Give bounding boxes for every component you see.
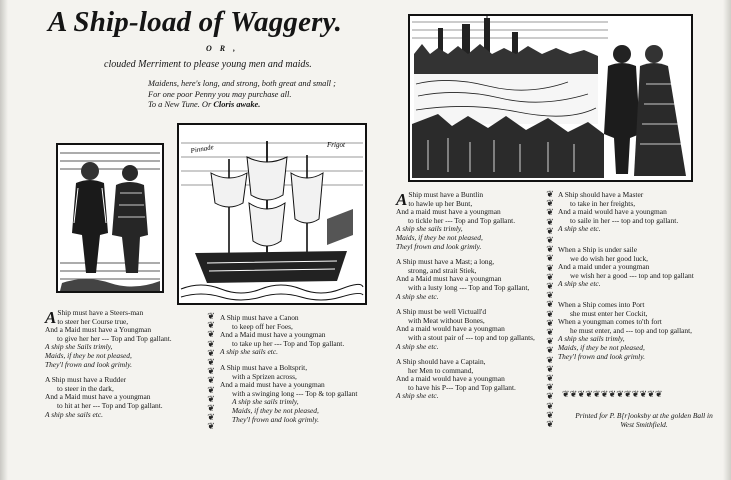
- ornament-glyph: ❦: [655, 389, 663, 399]
- ornament-glyph: ❦: [207, 393, 215, 404]
- ornament-glyph: ❦: [207, 375, 215, 386]
- ornament-glyph: ❦: [207, 357, 215, 368]
- woodcut-ship: [177, 123, 367, 305]
- ornament-glyph: ❦: [546, 253, 554, 264]
- ornament-glyph: ❦: [546, 400, 554, 411]
- ornament-glyph: ❦: [577, 389, 586, 399]
- ornament-glyph: ❦: [546, 225, 554, 236]
- verse-line: When a Ship is under saile: [558, 244, 638, 254]
- verse-stanza: [558, 191, 723, 234]
- verse-line: And a maid would have a youngman: [396, 374, 505, 384]
- verse-line: And a maid would have a youngman: [558, 207, 667, 217]
- ornament-glyph: ❦: [569, 389, 578, 399]
- ornament-glyph: ❦: [207, 384, 215, 395]
- verse-line: A Ship should have a Captain,: [396, 357, 486, 367]
- ornament-glyph: ❦: [207, 338, 215, 349]
- verse-line: And a Maid must have a Youngman: [45, 325, 152, 335]
- verse-stanza: [396, 258, 556, 301]
- verse-line: to steer in the dark,: [57, 383, 114, 393]
- verse-line: to give her her --- Top and Top gallant.: [57, 333, 172, 343]
- verse-line: with a lusty long --- Top and Top gallant,: [408, 282, 530, 292]
- woodcut-two-figures: [56, 143, 164, 293]
- ornament-glyph: ❦: [546, 198, 554, 209]
- verse-stanza: [396, 354, 556, 401]
- ornament-glyph: ❦: [608, 389, 617, 399]
- verse-stanza: [558, 301, 723, 361]
- ornament-glyph: ❦: [207, 329, 215, 340]
- printer-imprint: Printed for P. B[r]ooksby at the golden Ball in West Smithfield.: [575, 411, 713, 429]
- verse-line: And a maid would have a youngman: [396, 324, 505, 334]
- ornament-glyph: ❦: [546, 244, 554, 255]
- ornament-glyph: ❦: [546, 327, 554, 338]
- ornament-glyph: ❦: [585, 389, 593, 399]
- verse-line: to tickle her --- Top and Top gallant.: [408, 215, 516, 225]
- verse-line: he must enter, and --- top and top gallant,: [570, 325, 693, 335]
- verse-line: to hit at her --- Top and Top gallant.: [57, 400, 163, 410]
- left-page-edge: [0, 0, 8, 480]
- verse-line: When a Ship comes into Port: [558, 299, 645, 309]
- ornament-glyph: ❦: [546, 317, 554, 328]
- ornament-glyph: ❦: [546, 409, 554, 420]
- verse-line: to have his P--- Top and Top gallant.: [408, 382, 516, 392]
- ornament-glyph: ❦: [207, 366, 215, 377]
- verse-line: And a maid must have a youngman: [396, 207, 501, 217]
- title-or: O R ,: [206, 44, 239, 53]
- ship-label-pinnade: Pinnade: [189, 143, 215, 155]
- verse-line: And a maid under a youngman: [558, 262, 650, 272]
- verse-line: Ship must have a Steers-man: [57, 308, 144, 317]
- ornament-glyph: ❦: [546, 391, 554, 402]
- ornament-glyph: ❦: [546, 281, 554, 292]
- verse-stanza: [45, 376, 195, 419]
- ornament-glyph: ❦: [546, 299, 554, 310]
- verse-line: Maids, if they be not pleased,: [232, 405, 319, 415]
- verse-line: A Ship must have a Mast; a long,: [396, 257, 495, 267]
- verse-line: she must enter her Cockit,: [570, 308, 648, 318]
- verse-line: A ship she sails etc.: [220, 347, 278, 357]
- verse-line: Maids, if they be not pleased,: [45, 350, 132, 360]
- verse-line: to take up her --- Top and Top gallant.: [232, 338, 345, 348]
- verse-column-1: [45, 309, 195, 426]
- verse-column-4: [558, 191, 723, 368]
- verse-line: A ship she Sails trimly,: [45, 342, 113, 352]
- ornament-glyph: ❦: [207, 320, 215, 331]
- ornament-glyph: ❦: [631, 389, 640, 399]
- ornament-glyph: ❦: [600, 389, 609, 399]
- verse-line: with a swinging long --- Top & top gallant: [232, 388, 358, 398]
- verse-line: we wish her a good --- top and top gallant: [570, 270, 694, 280]
- verse-stanza: [558, 246, 723, 289]
- verse-line: And a Maid must have a youngman: [45, 392, 151, 402]
- ornament-column-left: [206, 312, 216, 432]
- verse-line: strong, and strait Stiek,: [408, 265, 477, 275]
- ornament-glyph: ❦: [593, 389, 601, 399]
- verse-line: with Meat without Bones,: [408, 315, 485, 325]
- verse-line: Theyl frown and look grimly.: [396, 241, 482, 251]
- verse-line: Maids, if they be not pleased,: [558, 342, 645, 352]
- ornament-glyph: ❦: [546, 336, 554, 347]
- verse-line: her Men to command,: [408, 365, 474, 375]
- intro-verse: [148, 79, 336, 111]
- ornament-glyph: ❦: [207, 421, 215, 432]
- verse-line: A Ship should have a Master: [558, 190, 644, 199]
- ornament-glyph: ❦: [562, 389, 570, 399]
- verse-line: A Ship must be well Victuall'd: [396, 307, 487, 317]
- ship-label-frigot: Frigot: [327, 141, 345, 149]
- verse-line: Ship must have a Buntlin: [408, 190, 484, 199]
- ornament-glyph: ❦: [639, 389, 648, 399]
- ornament-glyph: ❦: [546, 354, 554, 365]
- ornament-glyph: ❦: [546, 419, 554, 430]
- tune-name: Cloris awake.: [213, 100, 261, 109]
- verse-line: A ship she etc.: [396, 341, 439, 351]
- ornament-glyph: ❦: [546, 207, 554, 218]
- verse-line: Maids, if they be not pleased,: [396, 232, 483, 242]
- verse-line: we do wish her good luck,: [570, 253, 648, 263]
- ornament-glyph: ❦: [207, 347, 215, 358]
- ornament-row: [562, 389, 663, 400]
- verse-line: to take in her freights,: [570, 198, 636, 208]
- verse-stanza: [396, 308, 556, 351]
- verse-line: And a maid must have a youngman: [220, 380, 325, 390]
- ornament-glyph: ❦: [207, 403, 215, 414]
- intro-line-2: For one poor Penny you may purchase all.: [148, 89, 292, 99]
- verse-line: to hawle up her Bunt,: [408, 198, 473, 208]
- tune-direction: [148, 100, 336, 111]
- verse-stanza: [45, 309, 195, 369]
- ornament-glyph: ❦: [616, 389, 624, 399]
- verse-line: When a youngman comes to'th fort: [558, 317, 662, 327]
- ornament-glyph: ❦: [546, 373, 554, 384]
- verse-line: A ship she etc.: [558, 224, 601, 234]
- verse-line: A ship she sails trimly,: [232, 397, 299, 407]
- verse-stanza: [220, 314, 370, 357]
- verse-line: A ship she etc.: [396, 391, 439, 401]
- ballad-title: A Ship-load of Waggery.: [48, 6, 343, 38]
- verse-line: with a Sprizen across,: [232, 371, 297, 381]
- verse-line: to steer her Course true,: [57, 316, 129, 326]
- verse-line: A Ship must have a Boltsprit,: [220, 362, 308, 372]
- verse-line: They'l frown and look grimly.: [45, 359, 132, 369]
- ornament-glyph: ❦: [546, 271, 554, 282]
- ornament-glyph: ❦: [546, 262, 554, 273]
- verse-line: A ship she sails trimly,: [396, 224, 463, 234]
- verse-line: They'l frown and look grimly.: [558, 351, 645, 361]
- right-page-edge: [723, 0, 731, 480]
- verse-line: A Ship must have a Canon: [220, 313, 299, 322]
- tune-prefix: To a New Tune. Or: [148, 100, 212, 109]
- verse-line: And a Maid must have a youngman: [396, 274, 502, 284]
- ornament-glyph: ❦: [546, 216, 554, 227]
- ornament-column-right: [545, 190, 555, 429]
- ornament-glyph: ❦: [546, 235, 554, 246]
- verse-line: A ship she sails etc.: [45, 409, 103, 419]
- verse-line: A ship she etc.: [396, 291, 439, 301]
- verse-line: A ship she etc.: [558, 279, 601, 289]
- ornament-glyph: ❦: [546, 308, 554, 319]
- verse-stanza: [396, 191, 556, 251]
- ballad-subtitle: clouded Merriment to please young men and maids.: [104, 59, 312, 70]
- verse-line: A Ship must have a Rudder: [45, 375, 127, 385]
- verse-line: with a stout pair of --- top and top gallants,: [408, 332, 535, 342]
- ornament-glyph: ❦: [546, 345, 554, 356]
- ornament-glyph: ❦: [207, 412, 215, 423]
- drop-cap: A: [396, 190, 408, 209]
- verse-column-2: [220, 314, 370, 431]
- ornament-glyph: ❦: [624, 389, 632, 399]
- verse-line: A ship she sails trimly,: [558, 334, 625, 344]
- verse-line: to saile in her --- top and top gallant.: [570, 215, 679, 225]
- ornament-glyph: ❦: [546, 363, 554, 374]
- intro-line-1: Maidens, here's long, and strong, both great and small ;: [148, 79, 336, 88]
- woodcut-town-view: [408, 14, 693, 182]
- verse-line: And a Maid must have a youngman: [220, 330, 326, 340]
- ornament-glyph: ❦: [647, 389, 655, 399]
- verse-line: to keep off her Foes,: [232, 321, 293, 331]
- ornament-glyph: ❦: [546, 290, 554, 301]
- ornament-glyph: ❦: [546, 382, 554, 393]
- drop-cap: A: [45, 308, 57, 327]
- ornament-glyph: ❦: [207, 311, 215, 321]
- verse-column-3: [396, 191, 556, 408]
- verse-stanza: [220, 364, 370, 424]
- ornament-glyph: ❦: [546, 189, 554, 199]
- verse-line: They'l frown and look grimly.: [232, 414, 319, 424]
